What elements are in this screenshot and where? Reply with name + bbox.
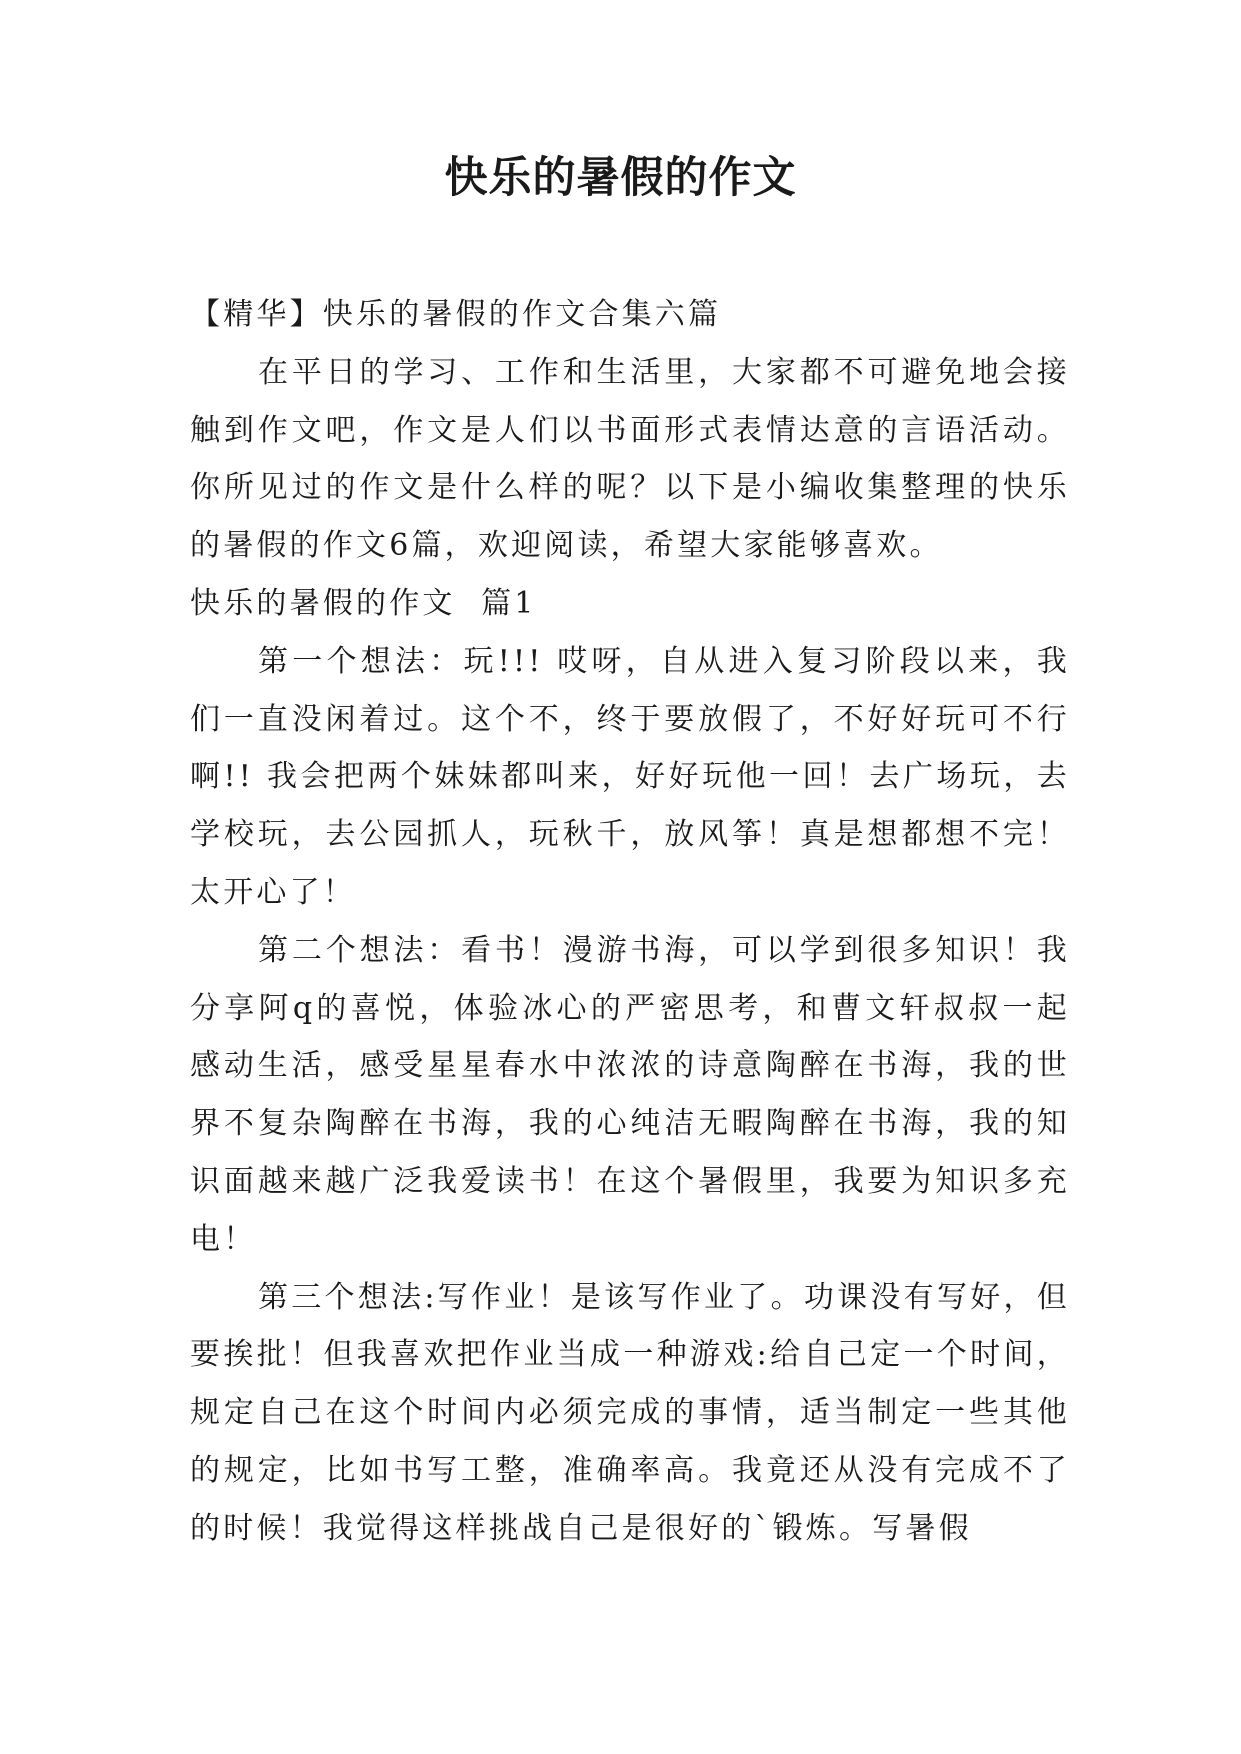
body-paragraph: 第二个想法：看书！漫游书海，可以学到很多知识！我分享阿q的喜悦，体验冰心的严密思考，和曹文轩叔叔一起感动生活，感受星星春水中浓浓的诗意陶醉在书海，我的世界不复杂陶醉在书海，我的心纯洁无暇陶醉在书海，我的知识面越来越广泛我爱读书！在这个暑假里，我要为知识多充电！ [190,932,1070,1257]
body-paragraph: 第三个想法:写作业！是该写作业了。功课没有写好，但要挨批！但我喜欢把作业当成一种游戏:给自己定一个时间，规定自己在这个时间内必须完成的事情，适当制定一些其他的规定，比如书写工整，准确率高。我竟还从没有完成不了的时候！我觉得这样挑战自己是很好的`锻炼。写暑假 [190,1279,1070,1546]
document-body [190,286,1070,1558]
intro-paragraph: 在平日的学习、工作和生活里，大家都不可避免地会接触到作文吧，作文是人们以书面形式表情达意的言语活动。你所见过的作文是什么样的呢？以下是小编收集整理的快乐的暑假的作文6篇，欢迎阅读，希望大家能够喜欢。 [190,354,1070,564]
section-heading: 快乐的暑假的作文 篇1 [190,585,537,621]
body-paragraph: 第一个想法：玩!!! 哎呀，自从进入复习阶段以来，我们一直没闲着过。这个不，终于要放假了，不好好玩可不行啊!! 我会把两个妹妹都叫来，好好玩他一回！去广场玩，去学校玩，去公园抓人，玩秋千，放风筝！真是想都想不完！太开心了！ [190,643,1070,910]
collection-subtitle: 【精华】快乐的暑假的作文合集六篇 [190,297,722,332]
document-title: 快乐的暑假的作文 [444,153,797,203]
